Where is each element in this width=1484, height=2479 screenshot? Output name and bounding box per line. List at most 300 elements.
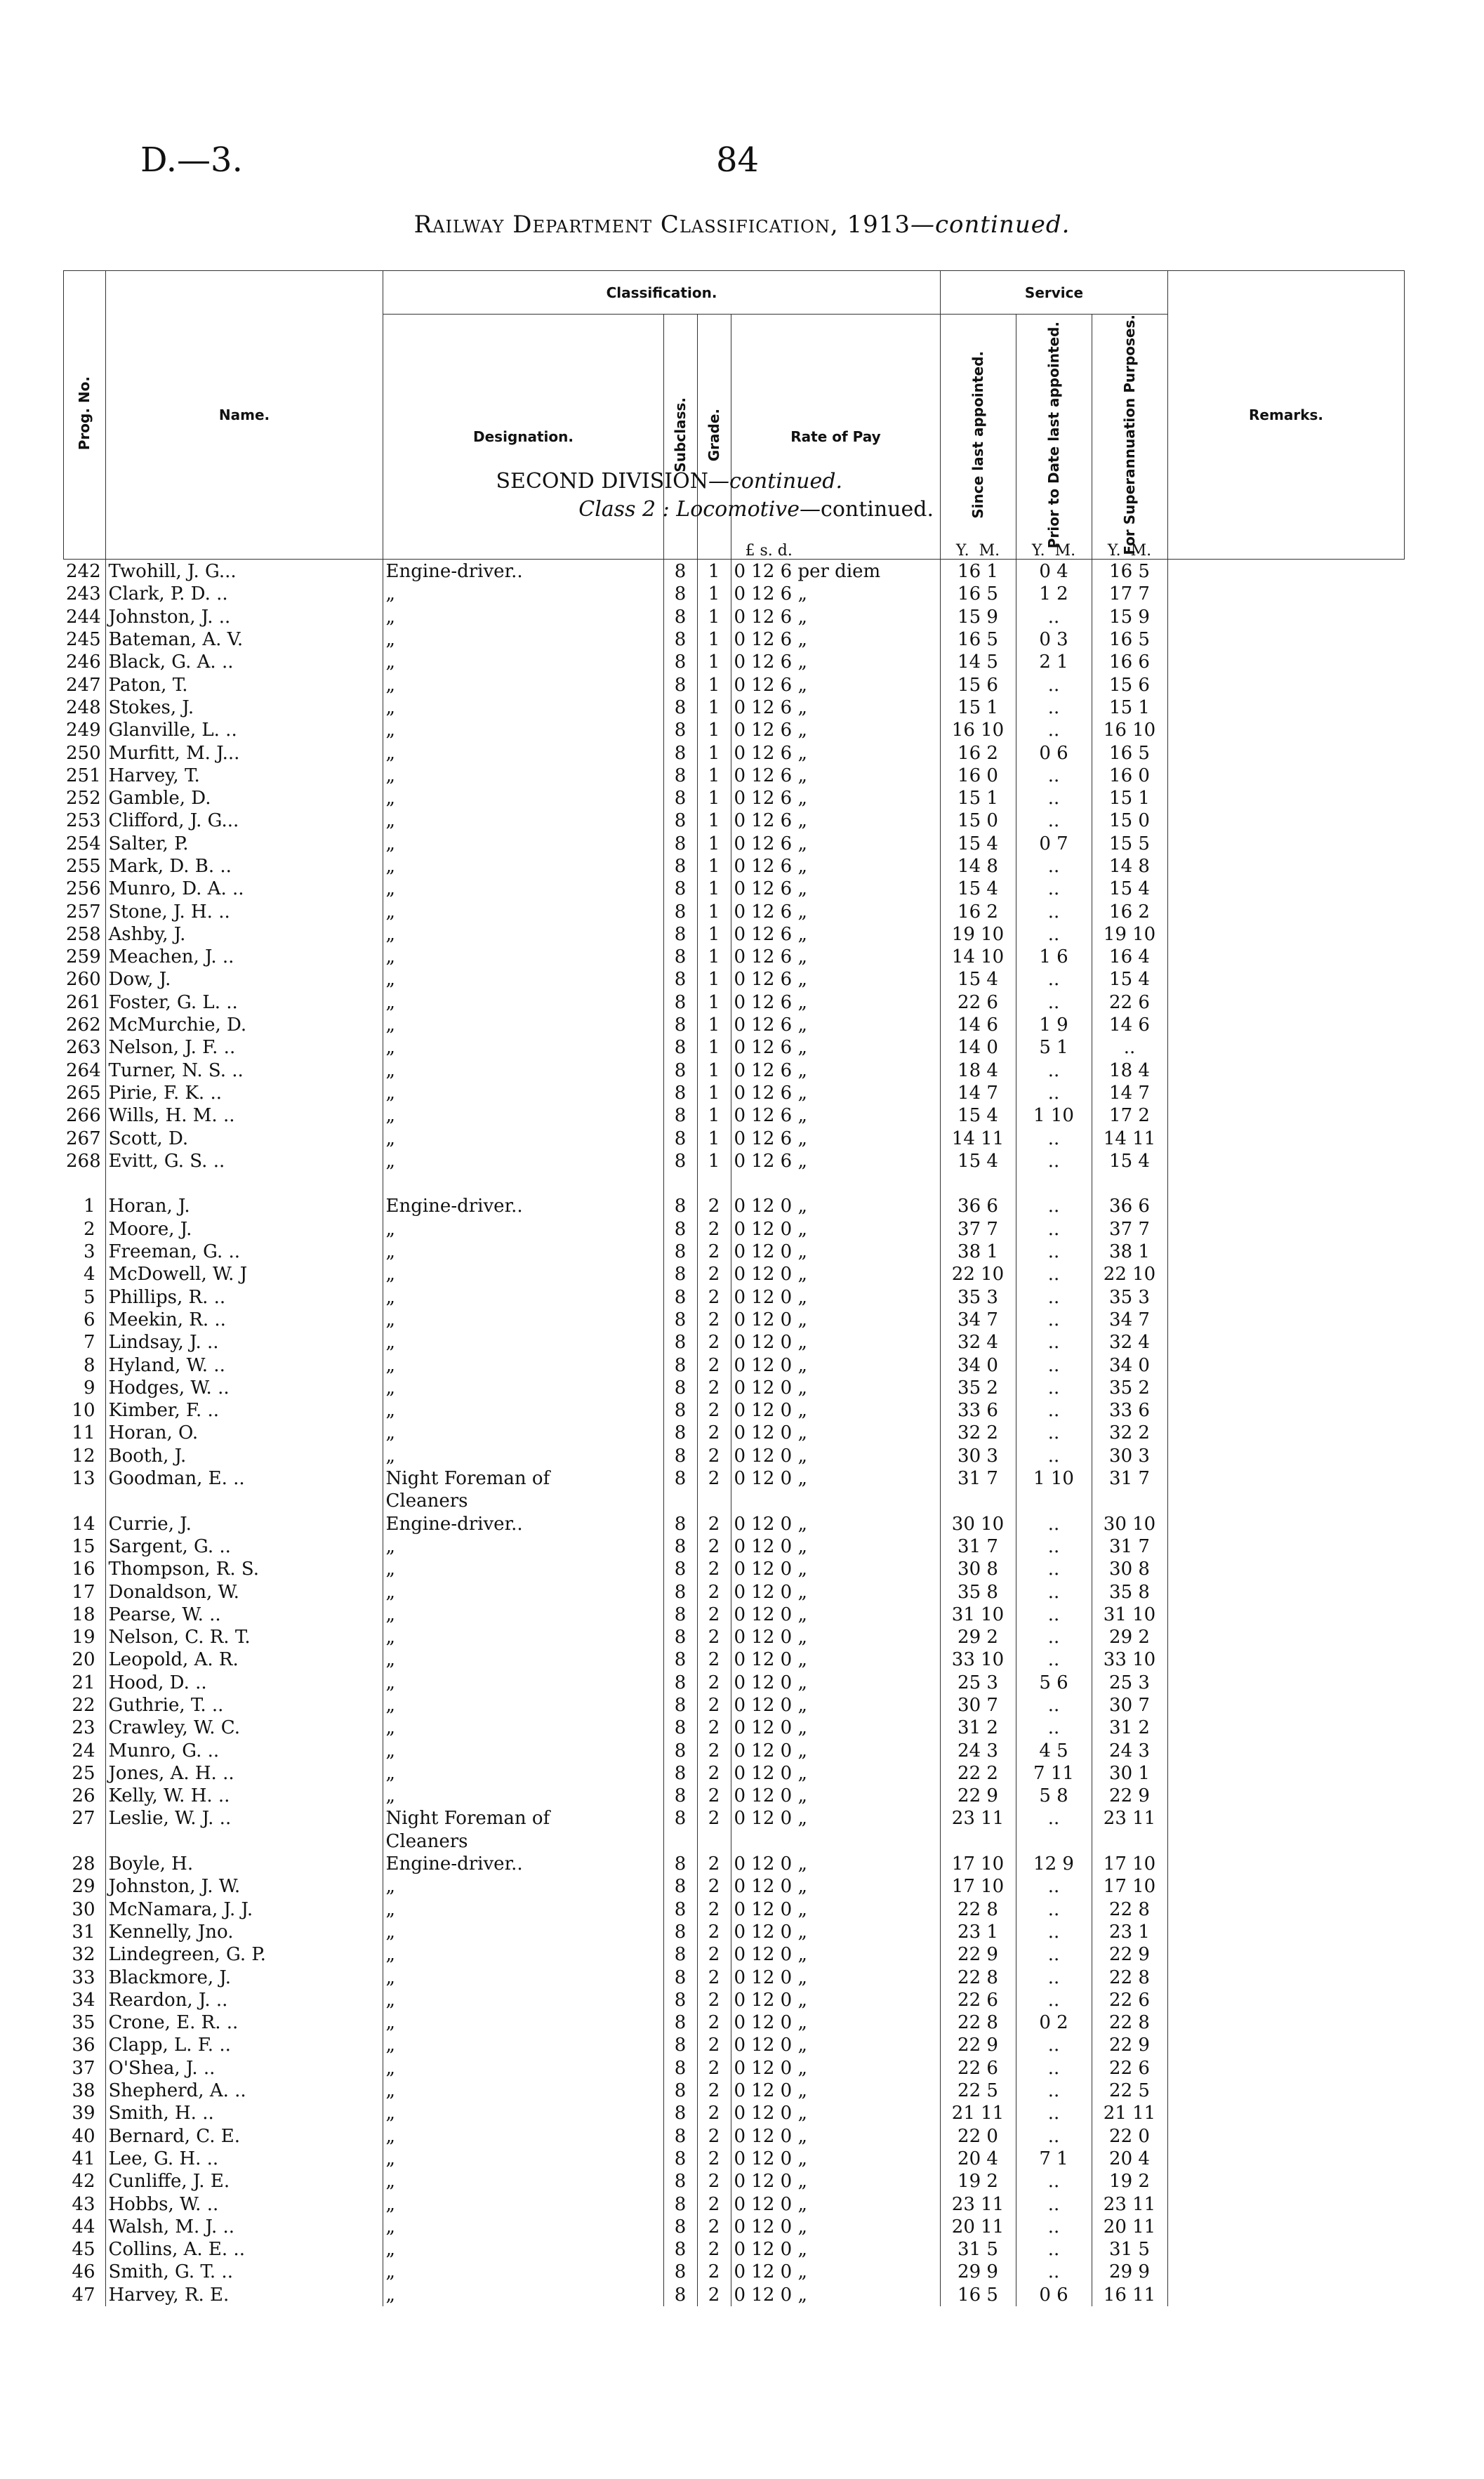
page-header [140,140,1362,183]
table-row [63,651,1404,673]
subclass-cell: 8 [663,1558,697,1580]
col-since-last: Since last appointed. [941,315,1016,560]
rate-of-pay-cell: 0 12 0 „ [731,1853,940,1875]
superannuation-cell: 29 9 [1092,2261,1167,2283]
subclass-cell: 8 [663,2057,697,2080]
grade-cell: 1 [697,1127,731,1149]
rate-of-pay-cell: 0 12 0 „ [731,1875,940,1898]
prog-no-cell: 14 [63,1512,105,1535]
since-last-cell: 31 7 [940,1467,1016,1490]
prior-to-date-cell: .. [1016,1604,1092,1626]
rate-of-pay-cell: 0 12 6 „ [731,855,940,878]
name-cell: Bateman, A. V. [105,628,383,651]
rate-of-pay-cell: 0 12 0 „ [731,1626,940,1648]
subclass-cell: 8 [663,787,697,809]
rate-of-pay-cell: 0 12 6 „ [731,900,940,923]
subclass-cell: 8 [663,2284,697,2306]
subclass-cell: 8 [663,1241,697,1263]
grade-cell: 1 [697,1082,731,1104]
table-row [63,1082,1404,1104]
superannuation-cell: 22 10 [1092,1263,1167,1285]
prior-to-date-cell [1016,1490,1092,1512]
since-last-cell: 30 3 [940,1445,1016,1467]
designation-cell: „ [383,719,663,741]
since-last-cell: 35 3 [940,1286,1016,1309]
grade-cell: 2 [697,2170,731,2193]
remarks-cell [1167,1059,1404,1082]
subclass-cell: 8 [663,2102,697,2124]
remarks-cell [1167,1785,1404,1807]
subclass-cell: 8 [663,1377,697,1399]
name-cell: Pearse, W. .. [105,1604,383,1626]
rate-of-pay-cell: 0 12 0 „ [731,1672,940,1694]
since-last-cell: 19 10 [940,923,1016,946]
grade-cell: 2 [697,1331,731,1354]
subclass-cell: 8 [663,2080,697,2102]
rate-of-pay-cell: 0 12 0 „ [731,1399,940,1422]
col-prog-no: Prog. No. [64,271,106,560]
superannuation-cell: 14 8 [1092,855,1167,878]
name-cell: Leslie, W. J. .. [105,1807,383,1830]
name-cell: Hyland, W. .. [105,1354,383,1376]
remarks-cell [1167,1014,1404,1036]
subclass-cell: 8 [663,1354,697,1376]
remarks-cell [1167,946,1404,968]
rate-of-pay-cell: 0 12 6 „ [731,1036,940,1059]
rate-of-pay-cell: 0 12 6 „ [731,1150,940,1172]
name-cell: Collins, A. E. .. [105,2238,383,2261]
since-last-cell: 25 3 [940,1672,1016,1694]
designation-cell: „ [383,1739,663,1761]
grade-cell: 1 [697,923,731,946]
table-row [63,855,1404,878]
rate-of-pay-cell: 0 12 0 „ [731,2284,940,2306]
name-cell: Nelson, J. F. .. [105,1036,383,1059]
remarks-cell [1167,2261,1404,2283]
col-name: Name. [106,271,383,560]
prog-no-cell: 4 [63,1263,105,1285]
table-row [63,1309,1404,1331]
since-last-cell: 14 6 [940,1014,1016,1036]
grade-cell: 1 [697,900,731,923]
remarks-cell [1167,1377,1404,1399]
designation-cell: Engine-driver.. [383,1195,663,1217]
prior-to-date-cell: 1 6 [1016,946,1092,968]
remarks-cell [1167,673,1404,696]
table-row [63,2034,1404,2056]
grade-cell: 2 [697,1762,731,1785]
rate-of-pay-cell: 0 12 6 „ [731,583,940,605]
name-cell: Lee, G. H. .. [105,2148,383,2170]
grade-cell: 1 [697,968,731,991]
table-row [63,1422,1404,1444]
prior-to-date-cell: .. [1016,1943,1092,1966]
designation-cell: „ [383,1943,663,1966]
rate-of-pay-cell: 0 12 0 „ [731,1241,940,1263]
rate-of-pay-cell: 0 12 0 „ [731,1580,940,1603]
since-last-cell: 15 9 [940,606,1016,628]
grade-cell: 1 [697,878,731,900]
table-row [63,1762,1404,1785]
designation-cell: „ [383,1377,663,1399]
since-last-cell: 22 9 [940,1943,1016,1966]
table-row [63,1490,1404,1512]
table-row [63,1921,1404,1943]
since-last-cell: 23 11 [940,2193,1016,2215]
name-cell: Dow, J. [105,968,383,991]
superannuation-cell: 16 4 [1092,946,1167,968]
table-row [63,1580,1404,1603]
grade-cell: 1 [697,787,731,809]
designation-cell: Night Foreman of [383,1807,663,1830]
table-row [63,2261,1404,2283]
remarks-cell [1167,2148,1404,2170]
table-row [63,741,1404,764]
subclass-cell: 8 [663,2170,697,2193]
prior-to-date-cell: .. [1016,606,1092,628]
since-last-cell: 14 8 [940,855,1016,878]
since-last-cell: 32 4 [940,1331,1016,1354]
subclass-cell: 8 [663,2216,697,2238]
designation-cell: „ [383,1785,663,1807]
table-row [63,2216,1404,2238]
since-last-cell: 17 10 [940,1853,1016,1875]
name-cell: Meachen, J. .. [105,946,383,968]
super-units: Y. M. [1092,542,1167,560]
rate-of-pay-cell: 0 12 0 „ [731,1467,940,1490]
prior-to-date-cell: .. [1016,2193,1092,2215]
since-last-cell: 31 5 [940,2238,1016,2261]
col-rate-of-pay: Rate of Pay [731,315,941,560]
designation-cell: „ [383,1558,663,1580]
name-cell: Donaldson, W. [105,1580,383,1603]
remarks-cell [1167,2057,1404,2080]
prior-to-date-cell: .. [1016,1150,1092,1172]
prior-to-date-cell: .. [1016,2170,1092,2193]
prior-to-date-cell: 7 1 [1016,2148,1092,2170]
remarks-cell [1167,2011,1404,2034]
prior-to-date-cell: 1 2 [1016,583,1092,605]
subclass-cell: 8 [663,1150,697,1172]
superannuation-cell: 21 11 [1092,2102,1167,2124]
designation-cell: „ [383,1059,663,1082]
remarks-cell [1167,1354,1404,1376]
remarks-cell [1167,741,1404,764]
subclass-cell: 8 [663,696,697,719]
table-row [63,1014,1404,1036]
table-row [63,787,1404,809]
since-last-cell: 14 5 [940,651,1016,673]
prog-no-cell: 243 [63,583,105,605]
subclass-cell: 8 [663,1195,697,1217]
designation-cell: „ [383,2261,663,2283]
rate-of-pay-cell: 0 12 0 „ [731,2170,940,2193]
subclass-cell: 8 [663,809,697,832]
subclass-cell: 8 [663,719,697,741]
rate-of-pay-cell: 0 12 6 „ [731,809,940,832]
since-last-cell: 38 1 [940,1241,1016,1263]
name-cell [105,1490,383,1512]
table-row [63,946,1404,968]
grade-cell: 1 [697,1014,731,1036]
superannuation-cell: 15 1 [1092,696,1167,719]
name-cell: Leopold, A. R. [105,1648,383,1671]
table-row [63,1717,1404,1739]
since-last-cell: 14 7 [940,1082,1016,1104]
name-cell: Mark, D. B. .. [105,855,383,878]
superannuation-cell: 23 1 [1092,1921,1167,1943]
subclass-cell: 8 [663,1309,697,1331]
rate-of-pay-cell: 0 12 6 „ [731,1014,940,1036]
table-row [63,1127,1404,1149]
name-cell: Currie, J. [105,1512,383,1535]
designation-cell: „ [383,991,663,1014]
superannuation-cell: 31 7 [1092,1535,1167,1558]
table-row [63,1263,1404,1285]
prog-no-cell: 8 [63,1354,105,1376]
prior-to-date-cell: .. [1016,2261,1092,2283]
since-last-cell: 22 5 [940,2080,1016,2102]
table-row [63,1989,1404,2011]
designation-cell: „ [383,2170,663,2193]
since-last-cell: 24 3 [940,1739,1016,1761]
grade-cell: 2 [697,1399,731,1422]
remarks-cell [1167,855,1404,878]
superannuation-cell: 22 8 [1092,1966,1167,1988]
prior-to-date-cell: .. [1016,1445,1092,1467]
table-row [63,809,1404,832]
superannuation-cell: 35 2 [1092,1377,1167,1399]
rate-of-pay-cell: 0 12 6 „ [731,765,940,787]
rate-of-pay-cell: 0 12 0 „ [731,1558,940,1580]
superannuation-cell: 14 11 [1092,1127,1167,1149]
subclass-cell: 8 [663,1331,697,1354]
name-cell: Wills, H. M. .. [105,1104,383,1127]
designation-cell: „ [383,696,663,719]
grade-cell: 2 [697,1445,731,1467]
name-cell: Clapp, L. F. .. [105,2034,383,2056]
subclass-cell: 8 [663,1989,697,2011]
remarks-cell [1167,1104,1404,1127]
table-row [63,628,1404,651]
prog-no-cell: 36 [63,2034,105,2056]
remarks-cell [1167,900,1404,923]
subclass-cell: 8 [663,1672,697,1694]
table-row [63,2124,1404,2147]
rate-of-pay-cell: 0 12 6 „ [731,651,940,673]
superannuation-cell: 32 2 [1092,1422,1167,1444]
designation-cell: „ [383,741,663,764]
name-cell: Harvey, T. [105,765,383,787]
since-last-cell: 35 2 [940,1377,1016,1399]
remarks-cell [1167,1580,1404,1603]
superannuation-cell: 16 5 [1092,741,1167,764]
since-last-cell: 16 2 [940,900,1016,923]
prior-to-date-cell: .. [1016,2124,1092,2147]
superannuation-cell: 22 6 [1092,2057,1167,2080]
name-cell: Blackmore, J. [105,1966,383,1988]
col-remarks: Remarks. [1168,271,1405,560]
prior-to-date-cell: .. [1016,1626,1092,1648]
remarks-cell [1167,1626,1404,1648]
superannuation-cell: 22 8 [1092,2011,1167,2034]
remarks-cell [1167,1739,1404,1761]
superannuation-cell: 36 6 [1092,1195,1167,1217]
remarks-cell [1167,1853,1404,1875]
grade-cell: 2 [697,1853,731,1875]
table-row [63,2148,1404,2170]
prog-no-cell: 25 [63,1762,105,1785]
name-cell: Munro, D. A. .. [105,878,383,900]
prog-no-cell: 26 [63,1785,105,1807]
remarks-cell [1167,1467,1404,1490]
prior-to-date-cell: .. [1016,1241,1092,1263]
since-last-cell: 22 6 [940,991,1016,1014]
since-last-cell: 16 5 [940,628,1016,651]
since-last-cell: 21 11 [940,2102,1016,2124]
rate-of-pay-cell: 0 12 0 „ [731,1648,940,1671]
units-row [63,542,1404,560]
grade-cell: 2 [697,2261,731,2283]
superannuation-cell: 22 6 [1092,991,1167,1014]
remarks-cell [1167,1717,1404,1739]
prior-to-date-cell: .. [1016,809,1092,832]
pay-units: £ s. d. [731,542,940,560]
grade-cell: 1 [697,991,731,1014]
grade-cell: 2 [697,2284,731,2306]
superannuation-cell: 16 2 [1092,900,1167,923]
remarks-cell [1167,1807,1404,1830]
prog-no-cell: 21 [63,1672,105,1694]
subclass-cell: 8 [663,1512,697,1535]
remarks-cell [1167,1331,1404,1354]
superannuation-cell: 22 9 [1092,1943,1167,1966]
name-cell: Sargent, G. .. [105,1535,383,1558]
table-row [63,1150,1404,1172]
remarks-cell [1167,2102,1404,2124]
superannuation-cell: 19 10 [1092,923,1167,946]
prog-no-cell: 9 [63,1377,105,1399]
prior-to-date-cell: 12 9 [1016,1853,1092,1875]
designation-cell: „ [383,1921,663,1943]
prior-to-date-cell: .. [1016,2057,1092,2080]
designation-cell: „ [383,651,663,673]
prog-no-cell: 253 [63,809,105,832]
remarks-cell [1167,2124,1404,2147]
rate-of-pay-cell: 0 12 0 „ [731,1331,940,1354]
col-service: Service [941,271,1168,315]
table-row [63,1943,1404,1966]
name-cell: Stokes, J. [105,696,383,719]
rate-of-pay-cell: 0 12 0 „ [731,2102,940,2124]
since-last-cell: 20 4 [940,2148,1016,2170]
designation-cell: „ [383,1445,663,1467]
superannuation-cell: 22 5 [1092,2080,1167,2102]
designation-cell: „ [383,1762,663,1785]
designation-cell: „ [383,628,663,651]
name-cell: Glanville, L. .. [105,719,383,741]
designation-cell: „ [383,1036,663,1059]
designation-cell: „ [383,1014,663,1036]
designation-cell: „ [383,1898,663,1921]
superannuation-cell: 38 1 [1092,1241,1167,1263]
prog-no-cell: 263 [63,1036,105,1059]
subclass-cell: 8 [663,651,697,673]
prior-to-date-cell: .. [1016,2102,1092,2124]
page-number: 84 [716,140,760,180]
grade-cell [697,1830,731,1853]
table-row [63,991,1404,1014]
superannuation-cell: 22 8 [1092,1898,1167,1921]
designation-cell: Engine-driver.. [383,1853,663,1875]
prog-no-cell: 248 [63,696,105,719]
remarks-cell [1167,1966,1404,1988]
table-row [63,765,1404,787]
prog-no-cell: 30 [63,1898,105,1921]
prog-no-cell: 11 [63,1422,105,1444]
name-cell: McDowell, W. J [105,1263,383,1285]
subclass-cell: 8 [663,1739,697,1761]
superannuation-cell: 14 7 [1092,1082,1167,1104]
prog-no-cell: 42 [63,2170,105,2193]
superannuation-cell: 18 4 [1092,1059,1167,1082]
grade-cell: 1 [697,1036,731,1059]
prog-no-cell: 31 [63,1921,105,1943]
rate-of-pay-cell [731,1490,940,1512]
since-last-cell: 15 4 [940,1150,1016,1172]
prior-to-date-cell: .. [1016,900,1092,923]
table-row [63,1241,1404,1263]
remarks-cell [1167,1672,1404,1694]
prior-to-date-cell: 5 6 [1016,1672,1092,1694]
superannuation-cell: 35 3 [1092,1286,1167,1309]
designation-cell: „ [383,1989,663,2011]
since-last-cell: 22 9 [940,1785,1016,1807]
prior-to-date-cell: 1 9 [1016,1014,1092,1036]
rate-of-pay-cell: 0 12 6 „ [731,991,940,1014]
remarks-cell [1167,1898,1404,1921]
prior-to-date-cell: 0 6 [1016,2284,1092,2306]
designation-cell: „ [383,1535,663,1558]
subclass-cell: 8 [663,1580,697,1603]
subclass-cell: 8 [663,1898,697,1921]
grade-cell: 1 [697,833,731,855]
name-cell: Walsh, M. J. .. [105,2216,383,2238]
since-last-cell: 15 4 [940,878,1016,900]
designation-cell: „ [383,2011,663,2034]
since-last-cell: 22 8 [940,1898,1016,1921]
prior-to-date-cell: .. [1016,1512,1092,1535]
table-row [63,1785,1404,1807]
designation-cell: „ [383,1218,663,1241]
table-row [63,1286,1404,1309]
prog-no-cell: 33 [63,1966,105,1988]
subclass-cell: 8 [663,1104,697,1127]
name-cell: Gamble, D. [105,787,383,809]
prog-no-cell: 24 [63,1739,105,1761]
subclass-cell: 8 [663,1807,697,1830]
prior-to-date-cell: .. [1016,1535,1092,1558]
name-cell: Stone, J. H. .. [105,900,383,923]
name-cell: Bernard, C. E. [105,2124,383,2147]
prog-no-cell: 43 [63,2193,105,2215]
grade-cell: 2 [697,1626,731,1648]
name-cell: Reardon, J. .. [105,1989,383,2011]
since-last-cell: 16 1 [940,560,1016,583]
superannuation-cell: 15 4 [1092,1150,1167,1172]
subclass-cell: 8 [663,1218,697,1241]
prior-to-date-cell: .. [1016,2216,1092,2238]
